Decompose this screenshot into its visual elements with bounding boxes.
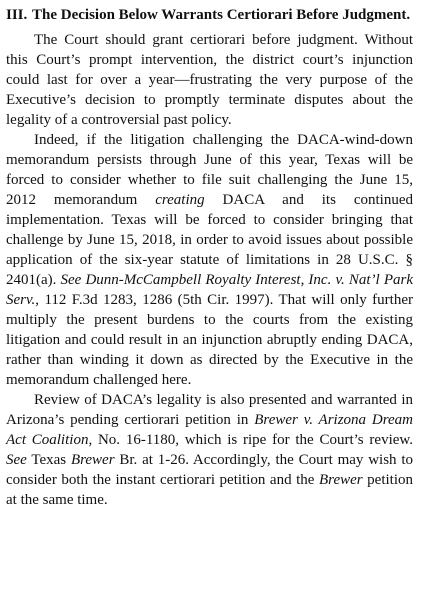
- paragraph-1: [6, 30, 413, 130]
- paragraph-text: The Court should grant certiorari before judgment. Without this Court’s prompt intervention, the district court’s injunction could last for over a year—frustrating the very purpose of the Executive’s decision to promptly terminate disputes about the legality of a controversial past policy.: [6, 32, 413, 128]
- paragraph-text: , 112 F.3d 1283, 1286 (5th Cir. 1997). That will only further multiply the present burdens to the courts from the existing litigation and could result in an injunction abruptly ending DACA, rather than winding it down as directed by the Executive in the memorandum challenged here.: [6, 292, 413, 388]
- paragraph-2: [6, 130, 413, 390]
- signal-see: See: [6, 452, 27, 468]
- case-short-name: Brewer: [70, 452, 115, 468]
- section-heading: [6, 6, 413, 25]
- case-citation: Brewer v. Arizona Dream Act Coalition: [6, 412, 413, 448]
- paragraph-text: Br. at 1-26. Accordingly, the Court may wish to consider both the instant certiorari petition and the: [6, 452, 413, 488]
- paragraph-text: DACA and its continued implementation. Texas will be forced to consider bringing that challenge by June 15, 2018, in order to avoid issues about possible application of the six-year statute of limitations in 28 U.S.C. § 2401(a).: [6, 192, 413, 288]
- paragraph-text: Review of DACA’s legality is also presented and warranted in Arizona’s pending certiorari petition in: [6, 392, 413, 428]
- paragraph-text: petition at the same time.: [6, 472, 414, 508]
- section-number: III.: [6, 7, 28, 23]
- emphasis-text: creating: [155, 192, 205, 208]
- paragraph-text: , No. 16-1180, which is ripe for the Court’s review.: [88, 432, 414, 448]
- case-short-name: Brewer: [319, 472, 363, 488]
- case-citation: See Dunn-McCampbell Royalty Interest, Inc. v. Nat’l Park Serv.: [6, 272, 413, 308]
- paragraph-text: Indeed, if the litigation challenging the DACA-wind-down memorandum persists through June of this year, Texas will be forced to consider whether to file suit challenging the June 15, 2012 memorandum: [6, 132, 413, 208]
- paragraph-text: Texas: [26, 452, 71, 468]
- paragraph-3: [6, 390, 413, 510]
- section-title: The Decision Below Warrants Certiorari Before Judgment.: [32, 7, 411, 23]
- document-page: [6, 6, 413, 510]
